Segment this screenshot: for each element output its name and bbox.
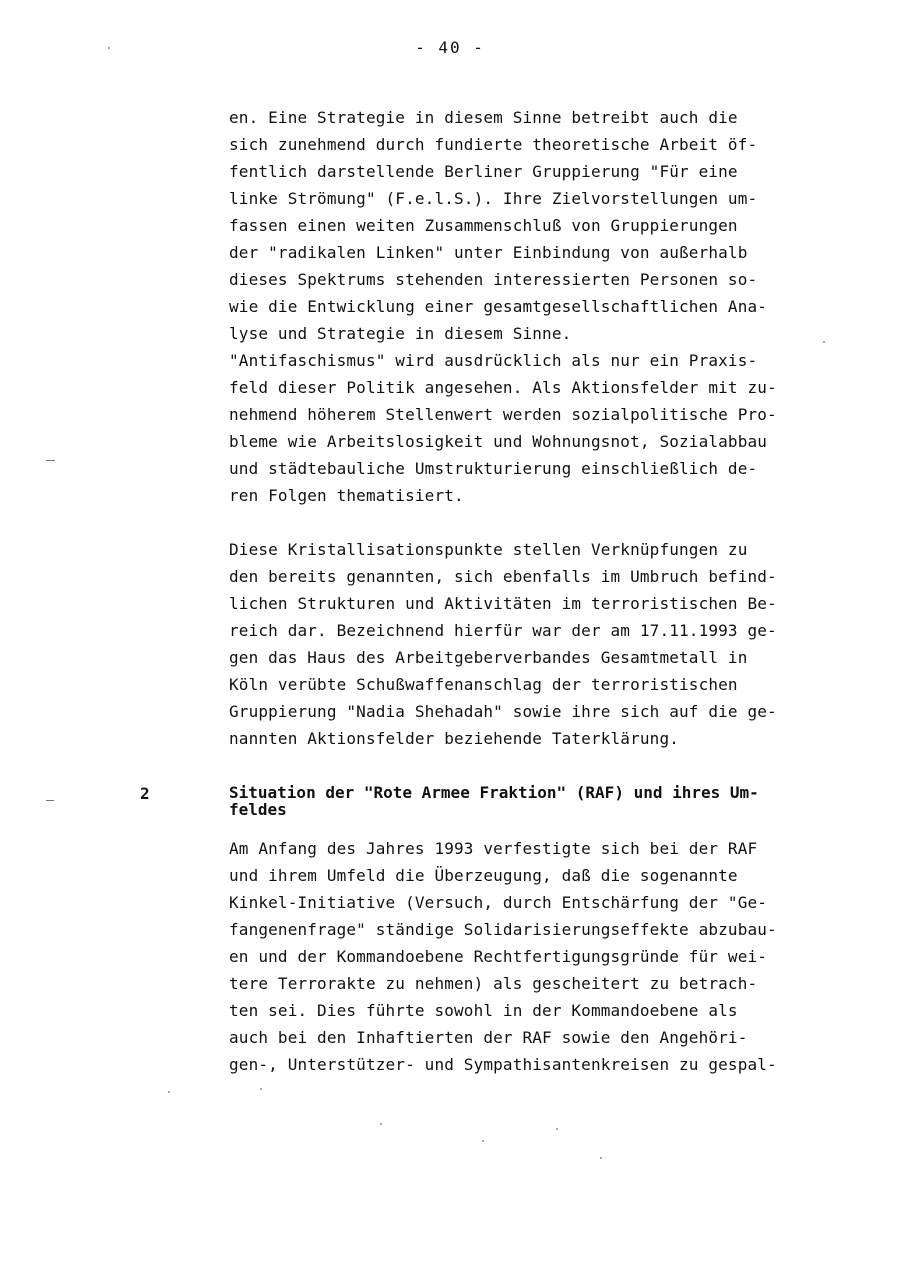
text-line: der "radikalen Linken" unter Einbindung von außerhalb: [229, 243, 748, 262]
text-line: Gruppierung "Nadia Shehadah" sowie ihre sich auf die ge-: [229, 702, 777, 721]
text-line: en. Eine Strategie in diesem Sinne betreibt auch die: [229, 108, 738, 127]
text-line: Diese Kristallisationspunkte stellen Verknüpfungen zu: [229, 540, 748, 559]
text-line: fentlich darstellende Berliner Gruppierung "Für eine: [229, 162, 738, 181]
text-line: nannten Aktionsfelder beziehende Taterklärung.: [229, 729, 680, 748]
scan-dot: [823, 341, 825, 343]
scan-dot: [168, 1091, 170, 1093]
text-line: Kinkel-Initiative (Versuch, durch Entschärfung der "Ge-: [229, 893, 768, 912]
text-line: sich zunehmend durch fundierte theoretische Arbeit öf-: [229, 135, 758, 154]
text-line: nehmend höherem Stellenwert werden sozialpolitische Pro-: [229, 405, 777, 424]
scan-mark: [46, 800, 54, 801]
paragraph-raf-situation: [229, 835, 849, 1078]
text-line: und städtebauliche Umstrukturierung einschließlich de-: [229, 459, 758, 478]
text-line: en und der Kommandoebene Rechtfertigungsgründe für wei-: [229, 947, 768, 966]
text-line: fassen einen weiten Zusammenschluß von Gruppierungen: [229, 216, 738, 235]
scan-dot: [482, 1140, 484, 1142]
text-line: linke Strömung" (F.e.l.S.). Ihre Zielvorstellungen um-: [229, 189, 758, 208]
text-line: ren Folgen thematisiert.: [229, 486, 464, 505]
scan-dot: [108, 47, 110, 49]
text-line: gen-, Unterstützer- und Sympathisantenkreisen zu gespal-: [229, 1055, 777, 1074]
paragraph-crystallization: [229, 536, 849, 752]
scan-dot: [556, 1128, 558, 1130]
page-number: - 40 -: [415, 38, 485, 57]
paragraph-strategy: [229, 104, 849, 509]
text-line: ten sei. Dies führte sowohl in der Kommandoebene als: [229, 1001, 738, 1020]
scan-dot: [380, 1123, 382, 1125]
text-line: bleme wie Arbeitslosigkeit und Wohnungsnot, Sozialabbau: [229, 432, 768, 451]
text-line: reich dar. Bezeichnend hierfür war der am 17.11.1993 ge-: [229, 621, 777, 640]
text-line: wie die Entwicklung einer gesamtgesellschaftlichen Ana-: [229, 297, 768, 316]
heading-line: Situation der "Rote Armee Fraktion" (RAF) und ihres Um-: [229, 783, 759, 802]
text-line: Köln verübte Schußwaffenanschlag der terroristischen: [229, 675, 738, 694]
section-number: 2: [140, 784, 150, 803]
scan-mark: [46, 460, 55, 461]
text-line: tere Terrorakte zu nehmen) als gescheitert zu betrach-: [229, 974, 758, 993]
text-line: den bereits genannten, sich ebenfalls im Umbruch befind-: [229, 567, 777, 586]
text-line: und ihrem Umfeld die Überzeugung, daß die sogenannte: [229, 866, 738, 885]
text-line: lichen Strukturen und Aktivitäten im terroristischen Be-: [229, 594, 777, 613]
text-line: lyse und Strategie in diesem Sinne.: [229, 324, 572, 343]
text-line: gen das Haus des Arbeitgeberverbandes Gesamtmetall in: [229, 648, 748, 667]
text-line: feld dieser Politik angesehen. Als Aktionsfelder mit zu-: [229, 378, 777, 397]
text-line: auch bei den Inhaftierten der RAF sowie den Angehöri-: [229, 1028, 748, 1047]
text-line: Am Anfang des Jahres 1993 verfestigte sich bei der RAF: [229, 839, 758, 858]
scan-dot: [260, 1088, 262, 1090]
heading-line: feldes: [229, 800, 287, 819]
section-heading: [229, 784, 849, 818]
text-line: dieses Spektrums stehenden interessierten Personen so-: [229, 270, 758, 289]
text-line: "Antifaschismus" wird ausdrücklich als nur ein Praxis-: [229, 351, 758, 370]
text-line: fangenenfrage" ständige Solidarisierungseffekte abzubau-: [229, 920, 777, 939]
scan-dot: [600, 1157, 602, 1159]
